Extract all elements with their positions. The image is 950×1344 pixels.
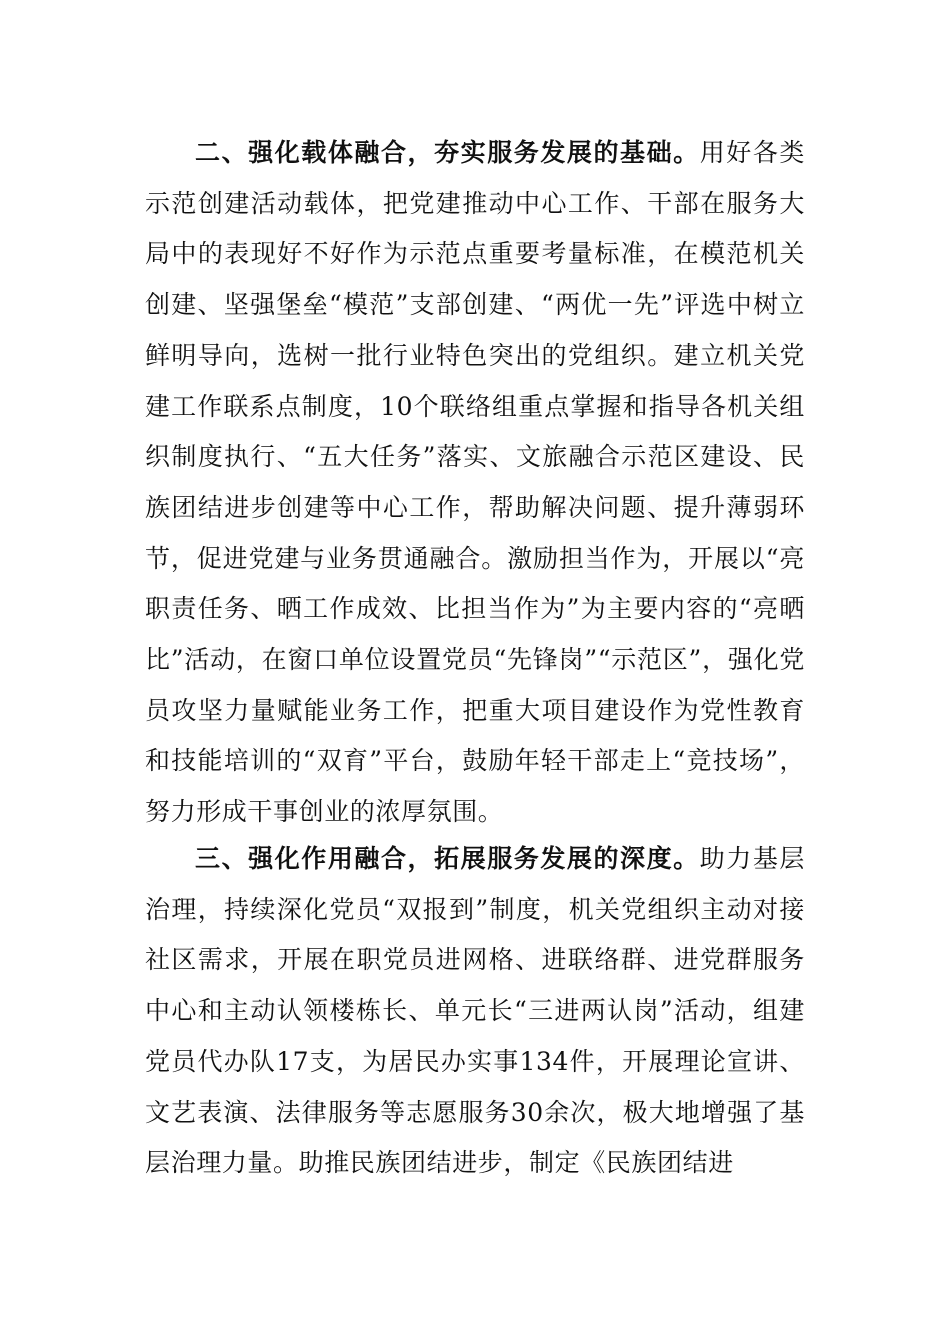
paragraph-body: 助力基层治理，持续深化党员“双报到”制度，机关党组织主动对接社区需求，开展在职党员进网格、进联络群、进党群服务中心和主动认领楼栋长、单元长“三进两认岗”活动，组建党员代办队17支，为居民办实事134件，开展理论宣讲、文艺表演、法律服务等志愿服务30余次，极大地增强了基层治理力量。助推民族团结进步，制定《民族团结进 [145, 844, 805, 1178]
paragraph-carrier-integration [145, 128, 805, 838]
paragraph-heading: 二、强化载体融合，夯实服务发展的基础。 [195, 138, 700, 167]
paragraph-heading: 三、强化作用融合，拓展服务发展的深度。 [195, 844, 700, 873]
paragraph-body: 用好各类示范创建活动载体，把党建推动中心工作、干部在服务大局中的表现好不好作为示范点重要考量标准，在模范机关创建、坚强堡垒“模范”支部创建、“两优一先”评选中树立鲜明导向，选树一批行业特色突出的党组织。建立机关党建工作联系点制度，10个联络组重点掌握和指导各机关组织制度执行、“五大任务”落实、文旅融合示范区建设、民族团结进步创建等中心工作，帮助解决问题、提升薄弱环节，促进党建与业务贯通融合。激励担当作为，开展以“亮职责任务、晒工作成效、比担当作为”为主要内容的“亮晒比”活动，在窗口单位设置党员“先锋岗”“示范区”，强化党员攻坚力量赋能业务工作，把重大项目建设作为党性教育和技能培训的“双育”平台，鼓励年轻干部走上“竞技场”，努力形成干事创业的浓厚氛围。 [145, 138, 805, 827]
paragraph-role-integration [145, 834, 805, 1189]
